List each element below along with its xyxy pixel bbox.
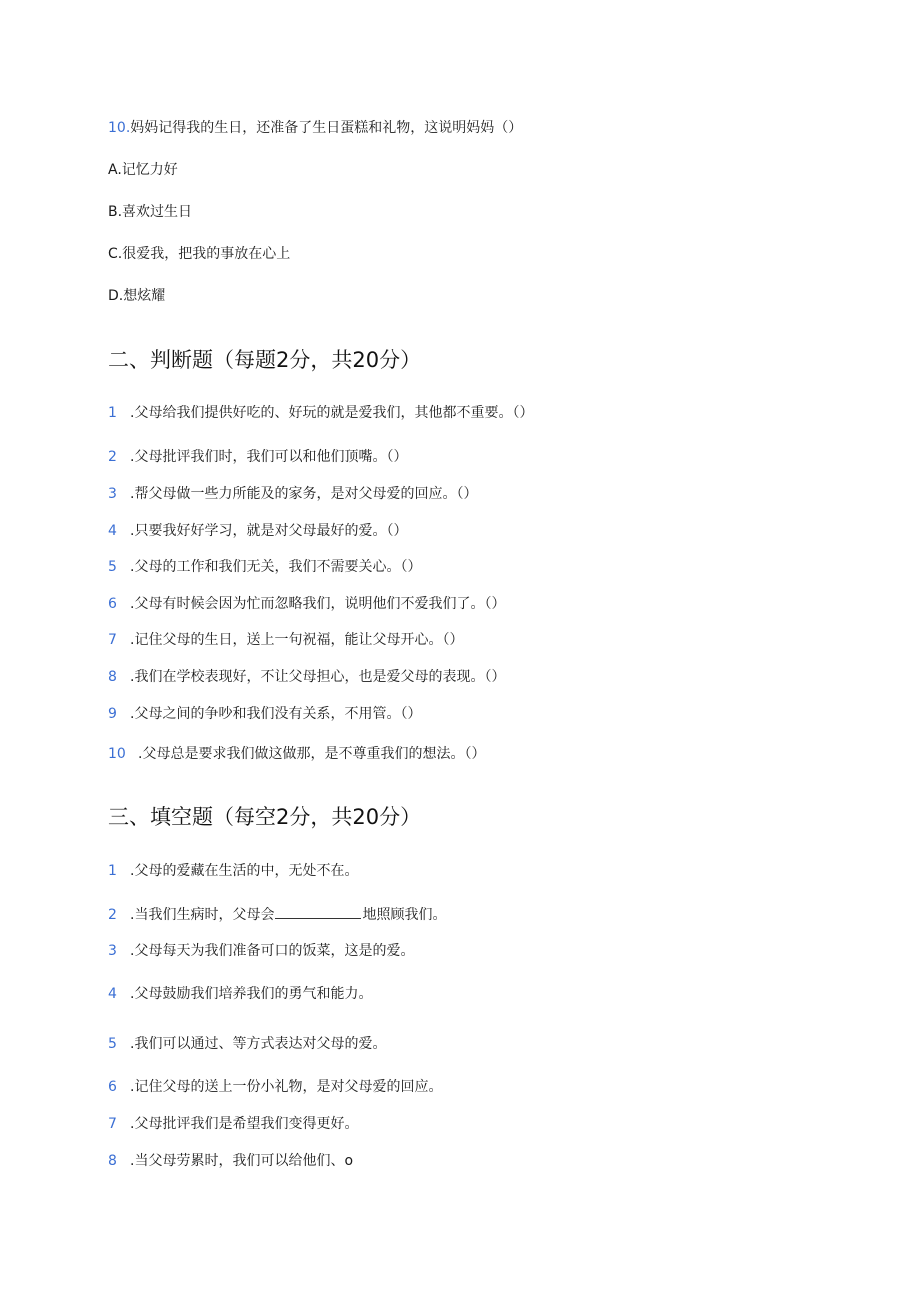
item-text: .父母批评我们时，我们可以和他们顶嘴。（） bbox=[130, 449, 408, 465]
item-text-after: 地照顾我们。 bbox=[362, 907, 447, 923]
item-text: .当父母劳累时，我们可以给他们、o bbox=[130, 1153, 354, 1169]
item-number: 7 bbox=[108, 632, 117, 648]
item-text: .我们在学校表现好，不让父母担心，也是爱父母的表现。（） bbox=[130, 669, 506, 685]
item-text: .父母每天为我们准备可口的饭菜，这是的爱。 bbox=[130, 943, 415, 959]
item-number: 2 bbox=[108, 907, 117, 923]
fill-item bbox=[108, 984, 372, 1004]
item-number: 3 bbox=[108, 943, 117, 959]
item-number: 5 bbox=[108, 559, 117, 575]
item-text: .父母总是要求我们做这做那，是不尊重我们的想法。（） bbox=[138, 746, 486, 762]
item-number: 9 bbox=[108, 706, 117, 722]
judge-item bbox=[108, 667, 505, 687]
question-number: 10. bbox=[108, 120, 131, 136]
item-text: .父母鼓励我们培养我们的勇气和能力。 bbox=[130, 986, 373, 1002]
item-text: .父母之间的争吵和我们没有关系，不用管。（） bbox=[130, 706, 422, 722]
question-text: 妈妈记得我的生日，还准备了生日蛋糕和礼物，这说明妈妈（） bbox=[130, 120, 523, 136]
item-number: 1 bbox=[108, 863, 117, 879]
option-a: A.记忆力好 bbox=[108, 162, 178, 178]
item-number: 10 bbox=[108, 746, 126, 762]
item-number: 4 bbox=[108, 523, 117, 539]
item-text: .只要我好好学习，就是对父母最好的爱。（） bbox=[130, 523, 408, 539]
item-number: 4 bbox=[108, 986, 117, 1002]
fill-item bbox=[108, 1114, 358, 1134]
item-number: 6 bbox=[108, 1079, 117, 1095]
item-number: 5 bbox=[108, 1036, 117, 1052]
item-text: .父母有时候会因为忙而忽略我们，说明他们不爱我们了。（） bbox=[130, 596, 506, 612]
fill-item bbox=[108, 1151, 353, 1171]
section-2-title: 二、判断题（每题2分，共20分） bbox=[108, 348, 422, 372]
item-number: 3 bbox=[108, 486, 117, 502]
item-text: .我们可以通过、等方式表达对父母的爱。 bbox=[130, 1036, 387, 1052]
item-text: .父母批评我们是希望我们变得更好。 bbox=[130, 1116, 359, 1132]
judge-item bbox=[108, 403, 533, 423]
answer-blank bbox=[275, 904, 361, 919]
fill-item bbox=[108, 861, 358, 881]
item-text: .记住父母的送上一份小礼物，是对父母爱的回应。 bbox=[130, 1079, 443, 1095]
item-text: .父母的工作和我们无关，我们不需要关心。（） bbox=[130, 559, 422, 575]
fill-item bbox=[108, 904, 446, 925]
fill-item bbox=[108, 1077, 442, 1097]
option-d: D.想炫耀 bbox=[108, 288, 166, 304]
option-b: B.喜欢过生日 bbox=[108, 204, 193, 220]
item-number: 6 bbox=[108, 596, 117, 612]
item-text-before: .当我们生病时，父母会 bbox=[130, 907, 275, 923]
judge-item bbox=[108, 484, 477, 504]
fill-item bbox=[108, 1034, 386, 1054]
item-text: .父母给我们提供好吃的、好玩的就是爱我们，其他都不重要。（） bbox=[130, 405, 534, 421]
judge-item bbox=[108, 557, 421, 577]
fill-item bbox=[108, 941, 414, 961]
judge-item bbox=[108, 521, 407, 541]
item-number: 8 bbox=[108, 669, 117, 685]
section-3-title: 三、填空题（每空2分，共20分） bbox=[108, 805, 422, 829]
question-10 bbox=[108, 118, 522, 138]
item-text: .记住父母的生日，送上一句祝福，能让父母开心。（） bbox=[130, 632, 464, 648]
item-number: 2 bbox=[108, 449, 117, 465]
item-text: .父母的爱藏在生活的中，无处不在。 bbox=[130, 863, 359, 879]
item-number: 8 bbox=[108, 1153, 117, 1169]
item-text: .帮父母做一些力所能及的家务，是对父母爱的回应。（） bbox=[130, 486, 478, 502]
option-c: C.很爱我，把我的事放在心上 bbox=[108, 246, 291, 262]
item-number: 1 bbox=[108, 405, 117, 421]
judge-item bbox=[108, 594, 505, 614]
judge-item bbox=[108, 447, 407, 467]
judge-item bbox=[108, 744, 485, 764]
judge-item bbox=[108, 704, 421, 724]
item-number: 7 bbox=[108, 1116, 117, 1132]
judge-item bbox=[108, 630, 463, 650]
